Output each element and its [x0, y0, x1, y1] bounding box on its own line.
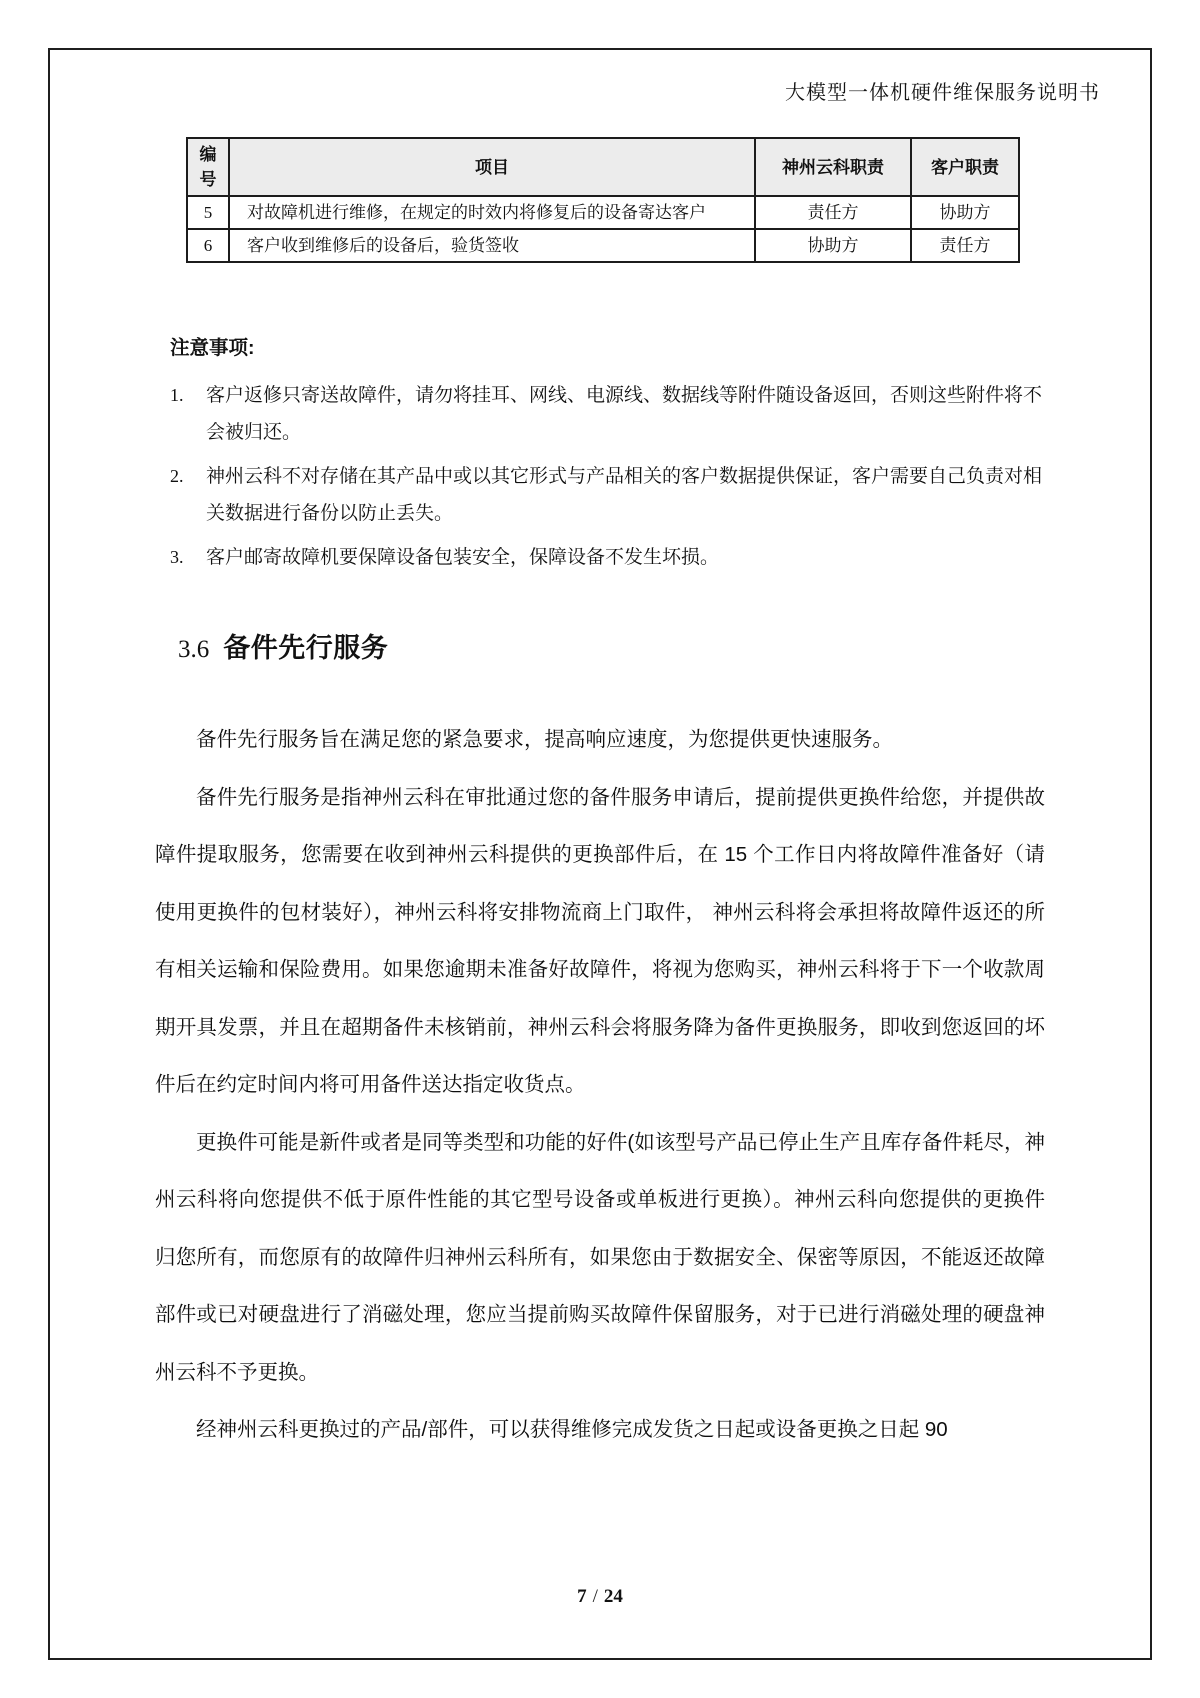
body-text: [155, 711, 1045, 1459]
table-row: [187, 196, 1019, 229]
table-header-cell: 神州云科职责: [755, 138, 911, 196]
footer-page-number: 7: [577, 1586, 587, 1607]
note-number: 2.: [170, 466, 184, 486]
body-paragraph: 备件先行服务旨在满足您的紧急要求，提高响应速度，为您提供更快速服务。: [196, 728, 893, 751]
cell-item-description: 客户收到维修后的设备后，验货签收: [229, 229, 755, 262]
footer-separator: /: [592, 1586, 598, 1607]
body-paragraph: 更换件可能是新件或者是同等类型和功能的好件(如该型号产品已停止生产且库存备件耗尽，神州云科将向您提供不低于原件性能的其它型号设备或单板进行更换）。神州云科向您提供的更换件归您所有，而您原有的故障件归神州云科所有，如果您由于数据安全、保密等原因，不能返还故障部件或已对硬盘进行了消磁处理，您应当提前购买故障件保留服务，对于已进行消磁处理的硬盘神州云科不予更换。: [155, 1130, 1045, 1384]
note-text: 客户邮寄故障机要保障设备包装安全，保障设备不发生坏损。: [206, 547, 720, 568]
note-text: 客户返修只寄送故障件，请勿将挂耳、网线、电源线、数据线等附件随设备返回，否则这些附件将不会被归还。: [206, 385, 1043, 443]
section-title: 备件先行服务: [223, 633, 389, 663]
responsibility-table: [186, 137, 1018, 263]
section-number: 3.6: [178, 636, 210, 663]
note-number: 1.: [170, 385, 184, 405]
doc-header-title: 大模型一体机硬件维保服务说明书: [785, 82, 1100, 104]
body-paragraph: 经神州云科更换过的产品/部件，可以获得维修完成发货之日起或设备更换之日起 90: [196, 1418, 948, 1441]
footer-total-pages: 24: [603, 1586, 623, 1607]
notes-section: [170, 332, 1042, 583]
cell-customer-responsibility: 协助方: [911, 196, 1019, 229]
cell-vendor-responsibility: 协助方: [755, 229, 911, 262]
section-heading: [178, 626, 388, 665]
cell-vendor-responsibility: 责任方: [755, 196, 911, 229]
table-header-row: [187, 138, 1019, 196]
note-number: 3.: [170, 547, 184, 567]
cell-row-number: 5: [187, 196, 229, 229]
note-item: [170, 539, 1042, 576]
note-item: [170, 377, 1042, 451]
cell-item-description: 对故障机进行维修，在规定的时效内将修复后的设备寄达客户: [229, 196, 755, 229]
notes-heading: 注意事项:: [170, 337, 255, 359]
note-text: 神州云科不对存储在其产品中或以其它形式与产品相关的客户数据提供保证，客户需要自己负责对相关数据进行备份以防止丢失。: [206, 466, 1043, 524]
body-paragraph: 备件先行服务是指神州云科在审批通过您的备件服务申请后，提前提供更换件给您，并提供故障件提取服务，您需要在收到神州云科提供的更换部件后，在 15 个工作日内将故障件准备好（请使用更换件的包材装好），神州云科将安排物流商上门取件， 神州云科将会承担将故障件返还的所有相关运输和保险费用。如果您逾期未准备好故障件，将视为您购买，神州云科将于下一个收款周期开具发票，并且在超期备件未核销前，神州云科会将服务降为备件更换服务，即收到您返回的坏件后在约定时间内将可用备件送达指定收货点。: [155, 785, 1045, 1096]
cell-customer-responsibility: 责任方: [911, 229, 1019, 262]
note-item: [170, 458, 1042, 532]
table-row: [187, 229, 1019, 262]
page-footer: [0, 1586, 1200, 1608]
table-header-cell: 客户职责: [911, 138, 1019, 196]
cell-row-number: 6: [187, 229, 229, 262]
table-header-cell: 项目: [229, 138, 755, 196]
table-header-cell: 编号: [187, 138, 229, 196]
